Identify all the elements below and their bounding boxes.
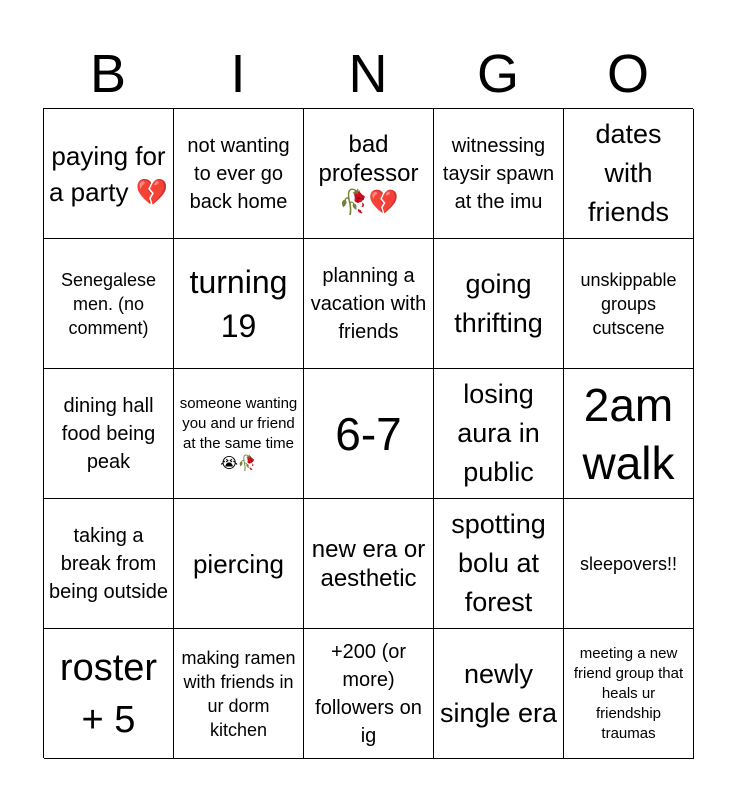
bingo-cell[interactable] xyxy=(304,629,434,759)
bingo-cell[interactable] xyxy=(304,239,434,369)
bingo-cell[interactable] xyxy=(564,629,694,759)
cell-text: taking a break from being outside xyxy=(49,524,168,603)
cell-text: +200 (or more) followers on ig xyxy=(315,640,422,747)
cell-text: dates with friends xyxy=(587,119,670,227)
bingo-cell[interactable] xyxy=(44,369,174,499)
bingo-cell[interactable] xyxy=(434,239,564,369)
cell-text: 6-7 xyxy=(335,407,402,460)
cell-text: piercing xyxy=(192,548,285,579)
cell-text: newly single era xyxy=(439,658,558,728)
cell-text: sleepovers!! xyxy=(579,553,678,574)
cell-text: going thrifting xyxy=(454,268,543,338)
bingo-cell[interactable] xyxy=(44,499,174,629)
header-letter-i: I xyxy=(230,44,246,104)
cell-text: roster + 5 xyxy=(59,646,158,741)
cell-text: unskippable groups cutscene xyxy=(580,269,677,338)
cell-text: bad professor 🥀💔 xyxy=(318,131,419,216)
header-letter-b: B xyxy=(89,44,127,104)
bingo-cell[interactable] xyxy=(434,109,564,239)
bingo-grid xyxy=(43,108,693,758)
bingo-cell[interactable] xyxy=(564,109,694,239)
bingo-cell[interactable] xyxy=(44,239,174,369)
bingo-cell[interactable] xyxy=(564,499,694,629)
cell-text: dining hall food being peak xyxy=(61,394,156,473)
bingo-cell[interactable] xyxy=(44,629,174,759)
header-letter-g: G xyxy=(476,44,519,104)
cell-text: planning a vacation with friends xyxy=(310,264,427,343)
cell-text: witnessing taysir spawn at the imu xyxy=(442,134,555,213)
bingo-cell[interactable] xyxy=(304,369,434,499)
bingo-cell[interactable] xyxy=(304,109,434,239)
cell-text: spotting bolu at forest xyxy=(451,509,546,617)
header-letter-o: O xyxy=(606,44,649,104)
bingo-cell[interactable] xyxy=(174,629,304,759)
cell-text: paying for a party 💔 xyxy=(48,140,169,207)
bingo-header xyxy=(43,40,693,108)
header-letter-n: N xyxy=(348,44,388,104)
bingo-cell[interactable] xyxy=(174,499,304,629)
bingo-cell[interactable] xyxy=(434,629,564,759)
cell-text: losing aura in public xyxy=(457,379,540,487)
bingo-cell[interactable] xyxy=(174,109,304,239)
bingo-cell[interactable] xyxy=(434,499,564,629)
bingo-cell[interactable] xyxy=(434,369,564,499)
cell-text: not wanting to ever go back home xyxy=(187,134,290,213)
cell-text: turning 19 xyxy=(189,263,288,344)
bingo-cell[interactable] xyxy=(44,109,174,239)
cell-text: someone wanting you and ur friend at the same time 😭🥀 xyxy=(179,394,298,472)
bingo-cell[interactable] xyxy=(174,239,304,369)
cell-text: new era or aesthetic xyxy=(311,535,426,592)
bingo-cell[interactable] xyxy=(174,369,304,499)
bingo-cell[interactable] xyxy=(564,369,694,499)
cell-text: meeting a new friend group that heals ur friendship traumas xyxy=(573,644,684,742)
cell-text: making ramen with friends in ur dorm kitchen xyxy=(181,647,296,740)
bingo-cell[interactable] xyxy=(304,499,434,629)
cell-text: 2am walk xyxy=(582,378,675,489)
cell-text: Senegalese men. (no comment) xyxy=(60,269,157,338)
bingo-cell[interactable] xyxy=(564,239,694,369)
